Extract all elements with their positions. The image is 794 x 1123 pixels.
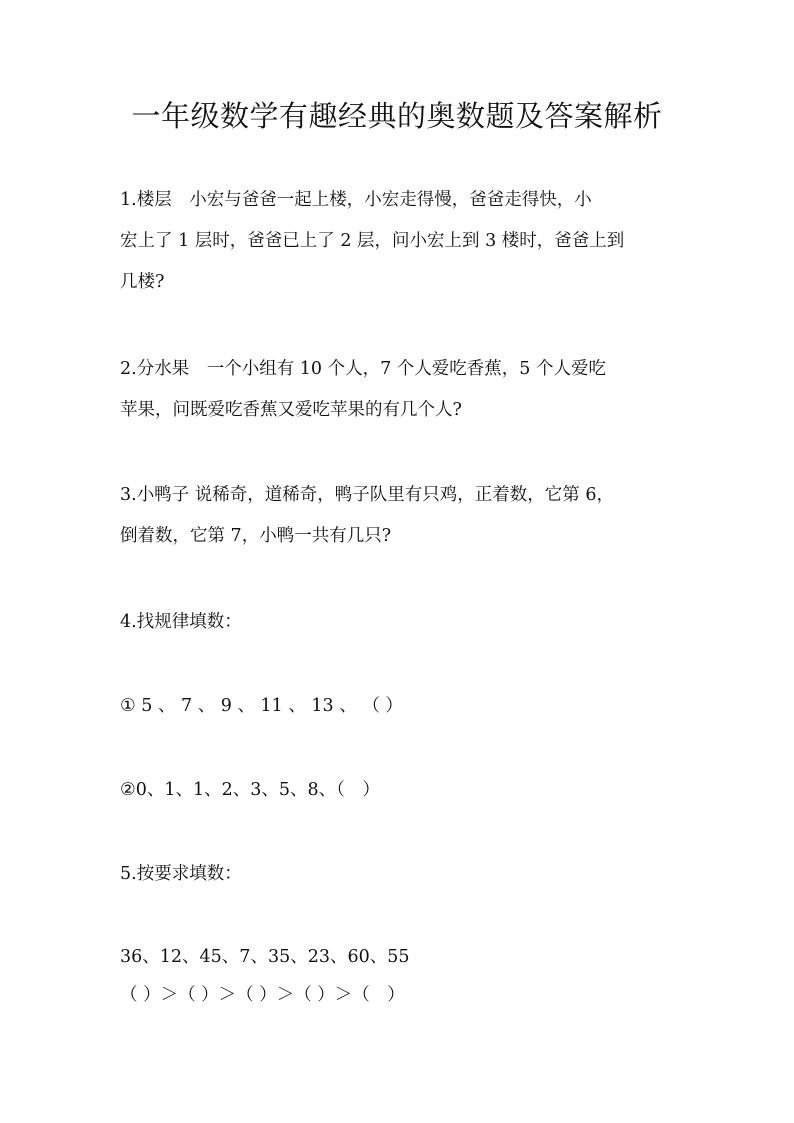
question-5-numbers xyxy=(120,938,680,1014)
question-2-line-2: 苹果，问既爱吃香蕉又爱吃苹果的有几个人? xyxy=(120,400,462,420)
question-5-line-1: 5.按要求填数： xyxy=(120,864,242,884)
number-list-line: 36、12、45、7、35、23、60、55 xyxy=(120,947,410,967)
document-title: 一年级数学有趣经典的奥数题及答案解析 xyxy=(131,99,663,133)
question-3-ducks xyxy=(120,475,680,557)
question-2-line-1: 2.分水果 一个小组有 10 个人，7 个人爱吃香蕉，5 个人爱吃 xyxy=(120,359,606,379)
question-4-sequence-2 xyxy=(120,770,680,811)
question-3-line-1: 3.小鸭子 说稀奇，道稀奇，鸭子队里有只鸡，正着数，它第 6， xyxy=(120,485,614,505)
question-1-line-3: 几楼? xyxy=(120,272,165,292)
sequence-1-line: ① 5 、 7 、 9 、 11 、 13 、 （ ） xyxy=(120,696,403,716)
question-4-sequence-1 xyxy=(120,686,680,727)
question-5-heading xyxy=(120,854,680,895)
question-4-heading xyxy=(120,602,680,643)
question-1-floors xyxy=(120,180,680,303)
question-4-line-1: 4.找规律填数： xyxy=(120,612,242,632)
question-1-line-2: 宏上了 1 层时，爸爸已上了 2 层，问小宏上到 3 楼时，爸爸上到 xyxy=(120,231,625,251)
question-1-line-1: 1.楼层 小宏与爸爸一起上楼，小宏走得慢，爸爸走得快，小 xyxy=(120,190,592,210)
question-2-fruit xyxy=(120,349,680,431)
ordering-blanks-line: （ ）＞（ ）＞（ ）＞（ ）＞（ ） xyxy=(120,985,405,1005)
question-3-line-2: 倒着数，它第 7，小鸭一共有几只? xyxy=(120,526,392,546)
sequence-2-line: ②0、1、1、2、3、5、8、（ ） xyxy=(120,780,380,800)
